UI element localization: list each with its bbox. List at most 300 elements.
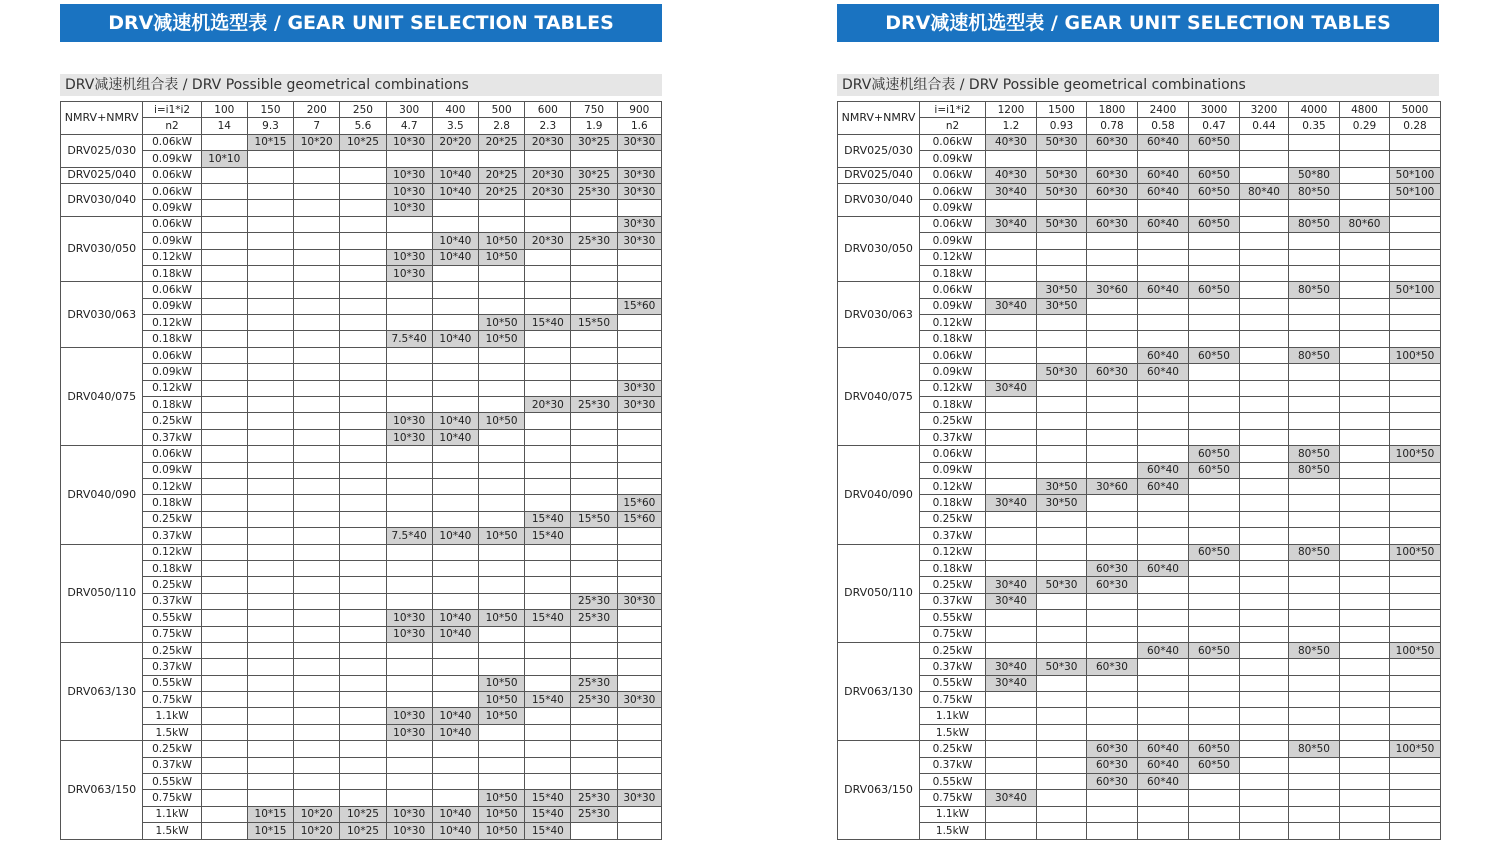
combination-cell bbox=[1390, 692, 1441, 708]
combination-cell bbox=[617, 528, 661, 544]
combination-cell bbox=[1289, 495, 1340, 511]
combination-cell bbox=[1289, 675, 1340, 691]
combination-cell bbox=[1340, 593, 1390, 609]
combination-cell bbox=[479, 380, 525, 396]
table-row bbox=[61, 626, 662, 642]
table-row bbox=[838, 265, 1441, 281]
combination-cell bbox=[986, 823, 1037, 839]
combination-cell: 10*40 bbox=[432, 724, 478, 740]
combination-cell: 10*50 bbox=[479, 315, 525, 331]
combination-cell bbox=[340, 724, 386, 740]
combination-cell bbox=[479, 347, 525, 363]
combination-cell bbox=[571, 216, 617, 232]
table-row bbox=[61, 692, 662, 708]
combination-cell: 20*30 bbox=[525, 397, 571, 413]
combination-cell bbox=[617, 429, 661, 445]
table-row bbox=[61, 347, 662, 363]
combination-cell bbox=[386, 675, 432, 691]
combination-cell bbox=[617, 462, 661, 478]
combination-cell bbox=[1240, 675, 1289, 691]
combination-cell bbox=[986, 429, 1037, 445]
ratio-value: 900 bbox=[617, 102, 661, 118]
combination-cell bbox=[340, 626, 386, 642]
combination-cell bbox=[1340, 364, 1390, 380]
combination-cell bbox=[386, 495, 432, 511]
combination-cell bbox=[1240, 347, 1289, 363]
combination-cell bbox=[1138, 511, 1189, 527]
combination-cell bbox=[386, 790, 432, 806]
combination-cell: 10*30 bbox=[386, 626, 432, 642]
combination-cell bbox=[1037, 774, 1087, 790]
combination-cell: 30*50 bbox=[1037, 298, 1087, 314]
combination-cell: 100*50 bbox=[1390, 741, 1441, 757]
combination-cell bbox=[201, 347, 247, 363]
combination-cell bbox=[571, 364, 617, 380]
combination-cell bbox=[1087, 724, 1138, 740]
combination-cell bbox=[1087, 528, 1138, 544]
combination-cell bbox=[525, 265, 571, 281]
combination-cell bbox=[294, 610, 340, 626]
combination-cell bbox=[571, 757, 617, 773]
combination-cell bbox=[386, 364, 432, 380]
combination-cell bbox=[1189, 560, 1240, 576]
combination-cell bbox=[201, 626, 247, 642]
combination-cell bbox=[432, 315, 478, 331]
speed-value: 0.47 bbox=[1189, 118, 1240, 134]
combination-cell bbox=[294, 200, 340, 216]
combination-cell bbox=[432, 774, 478, 790]
combination-cell: 10*50 bbox=[479, 823, 525, 839]
combination-cell bbox=[294, 757, 340, 773]
combination-cell: 60*50 bbox=[1189, 642, 1240, 658]
combination-cell: 10*30 bbox=[386, 610, 432, 626]
power-cell: 1.5kW bbox=[143, 823, 201, 839]
table-row bbox=[838, 315, 1441, 331]
combination-cell bbox=[479, 659, 525, 675]
combination-cell bbox=[247, 741, 293, 757]
combination-cell bbox=[1340, 495, 1390, 511]
combination-cell bbox=[294, 724, 340, 740]
combination-cell bbox=[247, 610, 293, 626]
combination-cell bbox=[340, 659, 386, 675]
combination-cell: 30*30 bbox=[617, 593, 661, 609]
combination-cell: 30*30 bbox=[617, 216, 661, 232]
combination-cell: 30*40 bbox=[986, 183, 1037, 199]
combination-cell bbox=[1189, 774, 1240, 790]
combination-cell bbox=[1289, 265, 1340, 281]
combination-cell bbox=[986, 757, 1037, 773]
combination-cell: 10*30 bbox=[386, 429, 432, 445]
combination-cell: 15*40 bbox=[525, 823, 571, 839]
combination-cell bbox=[986, 642, 1037, 658]
combination-cell bbox=[571, 429, 617, 445]
combination-cell: 60*40 bbox=[1138, 216, 1189, 232]
combination-cell bbox=[340, 298, 386, 314]
combination-cell: 50*80 bbox=[1289, 167, 1340, 183]
power-cell: 0.12kW bbox=[143, 544, 201, 560]
combination-cell bbox=[201, 757, 247, 773]
combination-cell bbox=[1189, 675, 1240, 691]
panel-banner: DRV减速机选型表 / GEAR UNIT SELECTION TABLES bbox=[60, 4, 662, 42]
combination-cell bbox=[247, 397, 293, 413]
table-row bbox=[838, 397, 1441, 413]
combination-cell: 10*40 bbox=[432, 413, 478, 429]
combination-cell bbox=[617, 364, 661, 380]
table-row bbox=[838, 446, 1441, 462]
combination-cell bbox=[479, 626, 525, 642]
combination-cell: 10*20 bbox=[294, 823, 340, 839]
combination-cell bbox=[386, 692, 432, 708]
power-cell: 0.75kW bbox=[920, 790, 986, 806]
combination-cell bbox=[986, 249, 1037, 265]
combination-cell bbox=[617, 560, 661, 576]
speed-value: 2.3 bbox=[525, 118, 571, 134]
combination-cell bbox=[1037, 626, 1087, 642]
combination-cell bbox=[294, 626, 340, 642]
combination-cell bbox=[1390, 249, 1441, 265]
combination-cell: 60*50 bbox=[1189, 741, 1240, 757]
combination-cell bbox=[1037, 265, 1087, 281]
combination-cell bbox=[1340, 167, 1390, 183]
combination-cell: 30*30 bbox=[617, 233, 661, 249]
power-cell: 0.06kW bbox=[143, 134, 201, 150]
combination-cell bbox=[1390, 380, 1441, 396]
combination-cell bbox=[294, 151, 340, 167]
combination-cell: 80*50 bbox=[1289, 642, 1340, 658]
combination-cell: 15*40 bbox=[525, 610, 571, 626]
combination-cell: 30*50 bbox=[1037, 282, 1087, 298]
combination-cell bbox=[294, 446, 340, 462]
combination-cell bbox=[340, 757, 386, 773]
combination-cell bbox=[525, 626, 571, 642]
combination-cell bbox=[1189, 364, 1240, 380]
combination-cell bbox=[247, 790, 293, 806]
selection-table bbox=[60, 101, 662, 840]
combination-cell bbox=[525, 495, 571, 511]
combination-cell bbox=[1240, 298, 1289, 314]
combination-cell bbox=[432, 397, 478, 413]
combination-cell bbox=[294, 544, 340, 560]
model-cell: DRV040/090 bbox=[838, 446, 920, 544]
combination-cell bbox=[1087, 200, 1138, 216]
combination-cell bbox=[571, 151, 617, 167]
combination-cell: 50*30 bbox=[1037, 183, 1087, 199]
combination-cell bbox=[525, 659, 571, 675]
combination-cell bbox=[1289, 692, 1340, 708]
power-cell: 0.25kW bbox=[920, 413, 986, 429]
combination-cell bbox=[201, 298, 247, 314]
combination-cell: 10*15 bbox=[247, 823, 293, 839]
combination-cell: 30*50 bbox=[1037, 495, 1087, 511]
combination-cell bbox=[1240, 282, 1289, 298]
model-cell: DRV025/030 bbox=[838, 134, 920, 167]
power-cell: 0.25kW bbox=[143, 577, 201, 593]
combination-cell bbox=[571, 774, 617, 790]
combination-cell bbox=[1340, 757, 1390, 773]
combination-cell: 30*50 bbox=[1037, 478, 1087, 494]
combination-cell bbox=[1340, 151, 1390, 167]
power-cell: 0.25kW bbox=[143, 413, 201, 429]
power-cell: 0.18kW bbox=[920, 265, 986, 281]
combination-cell: 10*50 bbox=[479, 233, 525, 249]
combo-header: NMRV+NMRV bbox=[61, 102, 143, 135]
combination-cell bbox=[340, 347, 386, 363]
combination-cell bbox=[1138, 315, 1189, 331]
combination-cell bbox=[525, 724, 571, 740]
combination-cell bbox=[617, 544, 661, 560]
ratio-value: 400 bbox=[432, 102, 478, 118]
combination-cell bbox=[1289, 200, 1340, 216]
header-speed-row bbox=[61, 118, 662, 134]
combination-cell bbox=[1138, 446, 1189, 462]
combination-cell: 10*30 bbox=[386, 134, 432, 150]
combination-cell bbox=[1037, 511, 1087, 527]
table-row bbox=[838, 823, 1441, 839]
combination-cell bbox=[386, 151, 432, 167]
combination-cell bbox=[1240, 659, 1289, 675]
combination-cell bbox=[1087, 446, 1138, 462]
speed-header: n2 bbox=[143, 118, 201, 134]
combination-cell bbox=[1390, 315, 1441, 331]
combination-cell bbox=[1289, 790, 1340, 806]
combination-cell bbox=[1138, 659, 1189, 675]
combination-cell bbox=[1087, 511, 1138, 527]
combination-cell: 10*20 bbox=[294, 134, 340, 150]
panel-subtitle: DRV减速机组合表 / DRV Possible geometrical combinations bbox=[60, 74, 662, 96]
combination-cell bbox=[340, 790, 386, 806]
power-cell: 0.06kW bbox=[920, 134, 986, 150]
combination-cell bbox=[1138, 249, 1189, 265]
combination-cell bbox=[1390, 265, 1441, 281]
combination-cell: 60*40 bbox=[1138, 757, 1189, 773]
combination-cell: 10*50 bbox=[479, 528, 525, 544]
combination-cell bbox=[1240, 610, 1289, 626]
combination-cell: 60*40 bbox=[1138, 462, 1189, 478]
combination-cell bbox=[294, 347, 340, 363]
combination-cell bbox=[1138, 151, 1189, 167]
combination-cell bbox=[571, 200, 617, 216]
combination-cell: 25*30 bbox=[571, 806, 617, 822]
combination-cell bbox=[1240, 216, 1289, 232]
combination-cell bbox=[294, 478, 340, 494]
combination-cell: 10*30 bbox=[386, 167, 432, 183]
power-cell: 0.55kW bbox=[920, 675, 986, 691]
combination-cell: 10*40 bbox=[432, 528, 478, 544]
combination-cell bbox=[247, 560, 293, 576]
combination-cell bbox=[386, 593, 432, 609]
combination-cell: 60*40 bbox=[1138, 774, 1189, 790]
combination-cell bbox=[1340, 790, 1390, 806]
combination-cell bbox=[1240, 413, 1289, 429]
combination-cell bbox=[432, 511, 478, 527]
combination-cell bbox=[1037, 151, 1087, 167]
combination-cell bbox=[247, 167, 293, 183]
combination-cell bbox=[247, 675, 293, 691]
combination-cell: 50*30 bbox=[1037, 659, 1087, 675]
combination-cell: 30*40 bbox=[986, 593, 1037, 609]
combination-cell bbox=[1240, 478, 1289, 494]
table-row bbox=[838, 757, 1441, 773]
power-cell: 0.18kW bbox=[143, 331, 201, 347]
combination-cell bbox=[294, 315, 340, 331]
combination-cell bbox=[1340, 675, 1390, 691]
combination-cell: 40*30 bbox=[986, 167, 1037, 183]
table-row bbox=[838, 708, 1441, 724]
table-row bbox=[61, 774, 662, 790]
combination-cell: 15*40 bbox=[525, 692, 571, 708]
combination-cell bbox=[432, 265, 478, 281]
table-row bbox=[838, 462, 1441, 478]
combination-cell bbox=[1087, 249, 1138, 265]
combination-cell bbox=[571, 741, 617, 757]
combination-cell bbox=[1189, 265, 1240, 281]
combination-cell: 60*50 bbox=[1189, 446, 1240, 462]
combination-cell bbox=[1289, 364, 1340, 380]
power-cell: 0.25kW bbox=[920, 741, 986, 757]
combination-cell: 60*40 bbox=[1138, 183, 1189, 199]
table-row bbox=[838, 495, 1441, 511]
power-cell: 1.5kW bbox=[143, 724, 201, 740]
combination-cell bbox=[340, 233, 386, 249]
combination-cell bbox=[294, 462, 340, 478]
power-cell: 0.09kW bbox=[143, 233, 201, 249]
table-row bbox=[61, 282, 662, 298]
combination-cell bbox=[1138, 692, 1189, 708]
combination-cell: 50*30 bbox=[1037, 167, 1087, 183]
table-row bbox=[838, 626, 1441, 642]
combination-cell: 60*30 bbox=[1087, 774, 1138, 790]
combination-cell bbox=[1240, 757, 1289, 773]
table-row bbox=[61, 413, 662, 429]
ratio-value: 2400 bbox=[1138, 102, 1189, 118]
model-cell: DRV030/050 bbox=[838, 216, 920, 282]
combination-cell bbox=[1087, 397, 1138, 413]
combination-cell bbox=[525, 347, 571, 363]
combination-cell bbox=[1240, 495, 1289, 511]
combination-cell bbox=[1189, 593, 1240, 609]
table-row bbox=[838, 413, 1441, 429]
combination-cell bbox=[1289, 478, 1340, 494]
table-row bbox=[61, 233, 662, 249]
combination-cell bbox=[1340, 823, 1390, 839]
combination-cell bbox=[340, 397, 386, 413]
table-row bbox=[838, 593, 1441, 609]
table-row bbox=[61, 823, 662, 839]
combination-cell bbox=[340, 380, 386, 396]
combination-cell bbox=[525, 282, 571, 298]
combination-cell bbox=[1340, 413, 1390, 429]
combination-cell bbox=[201, 413, 247, 429]
combination-cell bbox=[571, 659, 617, 675]
combination-cell bbox=[201, 741, 247, 757]
model-cell: DRV050/110 bbox=[61, 544, 143, 642]
speed-value: 0.28 bbox=[1390, 118, 1441, 134]
combination-cell bbox=[432, 151, 478, 167]
combination-cell: 80*40 bbox=[1240, 183, 1289, 199]
combination-cell bbox=[340, 610, 386, 626]
ratio-value: 1500 bbox=[1037, 102, 1087, 118]
power-cell: 1.5kW bbox=[920, 823, 986, 839]
combination-cell: 25*30 bbox=[571, 610, 617, 626]
combination-cell bbox=[1138, 298, 1189, 314]
combination-cell: 20*30 bbox=[525, 183, 571, 199]
combination-cell bbox=[1289, 757, 1340, 773]
ratio-value: 4000 bbox=[1289, 102, 1340, 118]
combination-cell bbox=[432, 790, 478, 806]
combination-cell: 50*30 bbox=[1037, 216, 1087, 232]
combination-cell bbox=[386, 544, 432, 560]
combination-cell bbox=[1240, 774, 1289, 790]
model-cell: DRV040/075 bbox=[61, 347, 143, 445]
combination-cell bbox=[1138, 528, 1189, 544]
combination-cell: 60*50 bbox=[1189, 167, 1240, 183]
combination-cell: 100*50 bbox=[1390, 446, 1441, 462]
combination-cell bbox=[1240, 692, 1289, 708]
ratio-value: 100 bbox=[201, 102, 247, 118]
combination-cell bbox=[247, 462, 293, 478]
speed-value: 0.44 bbox=[1240, 118, 1289, 134]
combination-cell bbox=[432, 364, 478, 380]
table-row bbox=[838, 331, 1441, 347]
combination-cell bbox=[1138, 577, 1189, 593]
ratio-header: i=i1*i2 bbox=[143, 102, 201, 118]
table-row bbox=[838, 610, 1441, 626]
combination-cell bbox=[1037, 528, 1087, 544]
combination-cell: 10*50 bbox=[479, 249, 525, 265]
combination-cell bbox=[294, 249, 340, 265]
combination-cell: 10*40 bbox=[432, 708, 478, 724]
combination-cell bbox=[201, 528, 247, 544]
power-cell: 0.06kW bbox=[143, 167, 201, 183]
combination-cell bbox=[340, 741, 386, 757]
combination-cell bbox=[294, 380, 340, 396]
combination-cell bbox=[1340, 380, 1390, 396]
combination-cell: 60*30 bbox=[1087, 577, 1138, 593]
combination-cell bbox=[1340, 183, 1390, 199]
combination-cell bbox=[1240, 790, 1289, 806]
model-cell: DRV040/090 bbox=[61, 446, 143, 544]
combination-cell bbox=[247, 429, 293, 445]
combination-cell: 10*40 bbox=[432, 331, 478, 347]
combination-cell bbox=[386, 741, 432, 757]
table-row bbox=[838, 544, 1441, 560]
combination-cell bbox=[1340, 724, 1390, 740]
combination-cell bbox=[340, 315, 386, 331]
combination-cell bbox=[1390, 757, 1441, 773]
combination-cell bbox=[247, 757, 293, 773]
speed-value: 1.6 bbox=[617, 118, 661, 134]
power-cell: 0.09kW bbox=[920, 233, 986, 249]
combination-cell bbox=[340, 495, 386, 511]
combination-cell bbox=[479, 757, 525, 773]
combination-cell bbox=[201, 560, 247, 576]
table-row bbox=[61, 708, 662, 724]
power-cell: 0.18kW bbox=[920, 560, 986, 576]
combination-cell bbox=[247, 364, 293, 380]
combination-cell bbox=[986, 511, 1037, 527]
combination-cell bbox=[386, 216, 432, 232]
combination-cell: 80*50 bbox=[1289, 741, 1340, 757]
combination-cell bbox=[1037, 790, 1087, 806]
combination-cell: 60*30 bbox=[1087, 183, 1138, 199]
combination-cell bbox=[247, 347, 293, 363]
combination-cell: 10*50 bbox=[479, 708, 525, 724]
combination-cell bbox=[1037, 708, 1087, 724]
combination-cell bbox=[1390, 626, 1441, 642]
combination-cell bbox=[1340, 200, 1390, 216]
combination-cell bbox=[1390, 724, 1441, 740]
table-row bbox=[61, 364, 662, 380]
